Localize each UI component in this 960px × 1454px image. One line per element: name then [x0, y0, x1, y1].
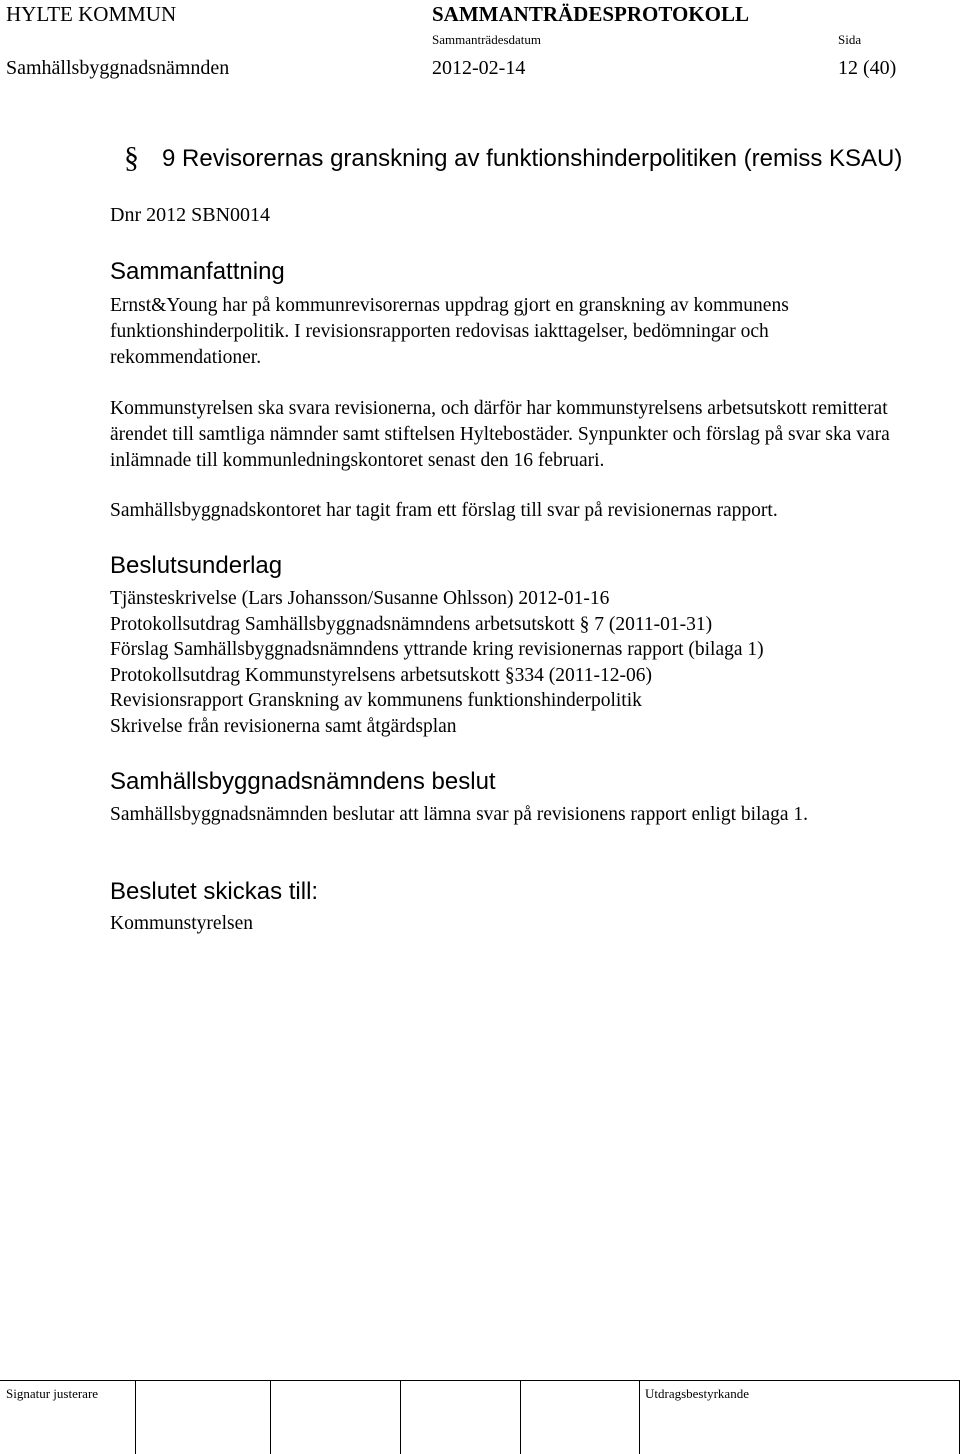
footer-cell	[135, 1380, 136, 1454]
list-item: Protokollsutdrag Samhällsbyggnadsnämndens arbetsutskott § 7 (2011-01-31)	[110, 613, 713, 635]
list-item: Förslag Samhällsbyggnadsnämndens yttrande kring revisionernas rapport (bilaga 1)	[110, 639, 764, 661]
summary-heading: Sammanfattning	[110, 258, 285, 285]
date-label: Sammanträdesdatum	[432, 32, 542, 47]
footer-cell	[520, 1380, 521, 1454]
decision-heading: Samhällsbyggnadsnämndens beslut	[110, 768, 496, 795]
list-item: Tjänsteskrivelse (Lars Johansson/Susanne Ohlsson) 2012-01-16	[110, 588, 610, 609]
page-number: 12 (40)	[838, 57, 897, 79]
paragraph-symbol: §	[124, 141, 139, 174]
footer-cell	[639, 1380, 640, 1454]
basis-list	[110, 586, 764, 740]
meeting-date: 2012-02-14	[432, 57, 526, 79]
summary-paragraph-3: Samhällsbyggnadskontoret har tagit fram ett förslag till svar på revisionernas rapport.	[110, 500, 778, 521]
item-title: 9 Revisorernas granskning av funktionshinderpolitiken (remiss KSAU)	[162, 145, 903, 172]
page-label: Sida	[838, 32, 862, 47]
document-type: SAMMANTRÄDESPROTOKOLL	[432, 2, 749, 26]
decision-text: Samhällsbyggnadsnämnden beslutar att lämna svar på revisionens rapport enligt bilaga 1.	[110, 804, 809, 825]
summary-paragraph-1: Ernst&Young har på kommunrevisorernas uppdrag gjort en granskning av kommunens funktionshinderpolitik. I revisionsrapporten redovisas iakttagelser, bedömningar och rekommendationer.	[110, 295, 789, 368]
footer-cell	[400, 1380, 401, 1454]
recipients-heading: Beslutet skickas till:	[110, 878, 319, 905]
list-item: Protokollsutdrag Kommunstyrelsens arbetsutskott §334 (2011-12-06)	[110, 664, 652, 686]
basis-heading: Beslutsunderlag	[110, 552, 283, 579]
footer-cell	[270, 1380, 271, 1454]
list-item: Kommunstyrelsen	[110, 913, 253, 934]
recipients-list	[110, 911, 253, 937]
signature-label: Signatur justerare	[6, 1386, 99, 1401]
footer-divider	[0, 1380, 960, 1381]
summary-paragraph-2: Kommunstyrelsen ska svara revisionerna, och därför har kommunstyrelsens arbetsutskott remitterat ärendet till samtliga nämnder samt stiftelsen Hyltebostäder. Synpunkter och förslag på svar ska vara inlämnade till kommunledningskontoret senast den 16 februari.	[110, 398, 890, 471]
list-item: Skrivelse från revisionerna samt åtgärdsplan	[110, 715, 457, 737]
certification-label: Utdragsbestyrkande	[645, 1386, 749, 1401]
organization-name: HYLTE KOMMUN	[6, 2, 177, 26]
diary-number: Dnr 2012 SBN0014	[110, 204, 271, 226]
list-item: Revisionsrapport Granskning av kommunens funktionshinderpolitik	[110, 690, 642, 712]
body-name: Samhällsbyggnadsnämnden	[6, 57, 230, 79]
